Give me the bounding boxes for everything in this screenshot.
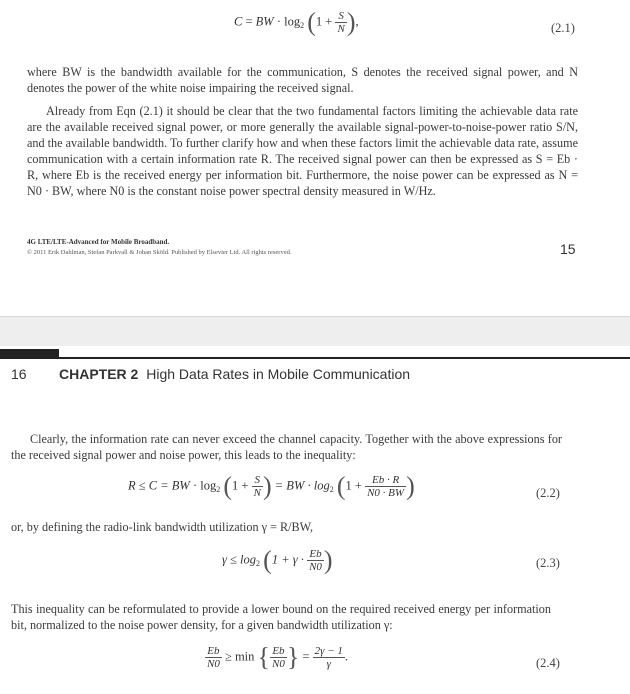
eq24-lhs-fraction — [205, 645, 222, 670]
eq-one-plus: 1 + — [315, 14, 333, 29]
eq24-lhs-den: N0 — [207, 658, 220, 670]
eq22-bw: BW — [171, 478, 190, 493]
equation-2-4: $\frac{Eb}{N0}$ ≥ min { $\frac{Eb}{N0}$ } = $\frac{2\gamma - 1}{\gamma}$ . — [207, 642, 349, 672]
page-gap-separator — [0, 316, 630, 346]
eq24-min-num: Eb — [270, 645, 287, 658]
eq-equals: = — [245, 14, 253, 29]
equation-2-2: R ≤ C = BW · $\log_2 (1$ + $\frac{S}{N}$ ) = BW · $\log_2 (1$ + $\frac{Eb \cdot R}{N0 \cdot BW}$ ) — [128, 471, 415, 501]
eq22-one-plus-2: 1 + — [345, 478, 362, 493]
eq-log: log — [284, 14, 301, 29]
eq-capacity-symbol: C — [234, 14, 243, 29]
chapter-title: High Data Rates in Mobile Communication — [146, 366, 411, 382]
frac-numerator: S — [335, 10, 346, 23]
eq24-left-brace: { — [257, 642, 271, 672]
right-brace: ) — [346, 7, 356, 37]
eq22-log-base-2: 2 — [329, 485, 334, 495]
chapter-label: CHAPTER 2 — [59, 366, 139, 382]
eq22-den2: N0 · BW — [367, 487, 405, 499]
equation-number-2-2: (2.2) — [536, 486, 560, 500]
eq24-min-fraction — [270, 645, 287, 670]
eq22-lhs: R ≤ C = — [128, 478, 169, 493]
eq-bandwidth-symbol: BW — [255, 14, 274, 29]
eq22-left-brace-2: ( — [336, 471, 346, 501]
page-number-15: 15 — [560, 241, 576, 257]
running-header — [59, 366, 410, 382]
left-brace: ( — [307, 7, 316, 37]
eq24-rhs-den: γ — [326, 658, 331, 670]
eq24-rhs-num: 2γ − 1 — [314, 645, 343, 657]
eq-log-base: 2 — [300, 21, 305, 31]
equation-number-2-3: (2.3) — [536, 556, 560, 570]
eq22-left-brace-1: ( — [223, 471, 233, 501]
eq22-num2: Eb · R — [365, 474, 406, 487]
eq22-log: log — [200, 478, 217, 493]
eq22-one-plus-1: 1 + — [232, 478, 249, 493]
eq23-lhs: γ ≤ log — [222, 552, 257, 567]
paragraph-bandwidth-utilization: or, by defining the radio-link bandwidth utilization γ = R/BW, — [11, 520, 314, 534]
eq24-right-brace: } — [286, 642, 300, 672]
eq24-geq-min: ≥ min — [224, 649, 255, 664]
eq22-den1: N — [253, 487, 261, 499]
paragraph-limiting-factors: Already from Eqn (2.1) it should be clear that the two fundamental factors limiting the achievable data rate are the available received signal power, or more generally the available signal-power-to-noise-power ratio S/N, and the available bandwidth. To further clarify how and when these factors limit the achievable data rate, assume communication with a certain information rate R. The received signal power can then be expressed as S = Eb · R, where Eb is the received energy per information bit. Furthermore, the noise power can be expressed as N = N0 · BW, where N0 is the constant noise power spectral density measured in W/Hz. — [27, 104, 578, 198]
eq24-equals: = — [302, 649, 310, 664]
paragraph-information-rate: Clearly, the information rate can never exceed the channel capacity. Together with the above expressions for the received signal power and noise power, this leads to the inequality: — [11, 432, 562, 462]
eq22-mid: = BW · log — [274, 478, 330, 493]
header-dark-tab — [0, 349, 59, 359]
eq-fraction-s-over-n — [335, 10, 346, 35]
book-title-footer: 4G LTE/LTE-Advanced for Mobile Broadband. — [27, 238, 170, 246]
eq23-log-base: 2 — [256, 559, 261, 569]
eq-trailing-comma: , — [355, 14, 359, 29]
eq23-den: N0 — [309, 561, 322, 573]
equation-2-1: C = BW · $\log_2 (1$ + $\frac{S}{N}$ ), — [234, 7, 359, 37]
header-rule — [59, 357, 630, 359]
frac-denominator: N — [337, 23, 345, 35]
eq22-num1: S — [252, 474, 263, 487]
eq24-min-den: N0 — [272, 658, 285, 670]
eq22-fraction-2 — [365, 474, 406, 499]
eq23-fraction — [307, 548, 324, 573]
paragraph-bw-definition: where BW is the bandwidth available for the communication, S denotes the received signal power, and N denotes the power of the white noise impairing the received signal. — [27, 65, 578, 95]
eq24-lhs-num: Eb — [205, 645, 222, 658]
copyright-footer: © 2011 Erik Dahlman, Stefan Parkvall & Johan Sköld. Published by Elsevier Ltd. All rights reserved. — [27, 249, 292, 256]
page-number-16: 16 — [11, 366, 27, 382]
eq23-left-brace: ( — [263, 545, 272, 575]
equation-2-3 — [222, 545, 333, 575]
eq22-log-base: 2 — [216, 485, 221, 495]
eq22-right-brace-2: ) — [406, 471, 415, 501]
page-top-edge-line — [0, 316, 630, 317]
eq24-rhs-fraction — [313, 645, 345, 670]
eq22-fraction-1 — [252, 474, 263, 499]
eq23-one-plus: 1 + γ · — [271, 552, 304, 567]
eq23-num: Eb — [307, 548, 324, 561]
eq22-right-brace-1: ) — [262, 471, 272, 501]
equation-number-2-1: (2.1) — [551, 21, 575, 35]
eq23-right-brace: ) — [323, 545, 333, 575]
paragraph-lower-bound: This inequality can be reformulated to provide a lower bound on the required received energy per information bit, normalized to the noise power density, for a given bandwidth utilization γ: — [11, 602, 551, 632]
equation-number-2-4: (2.4) — [536, 656, 560, 670]
